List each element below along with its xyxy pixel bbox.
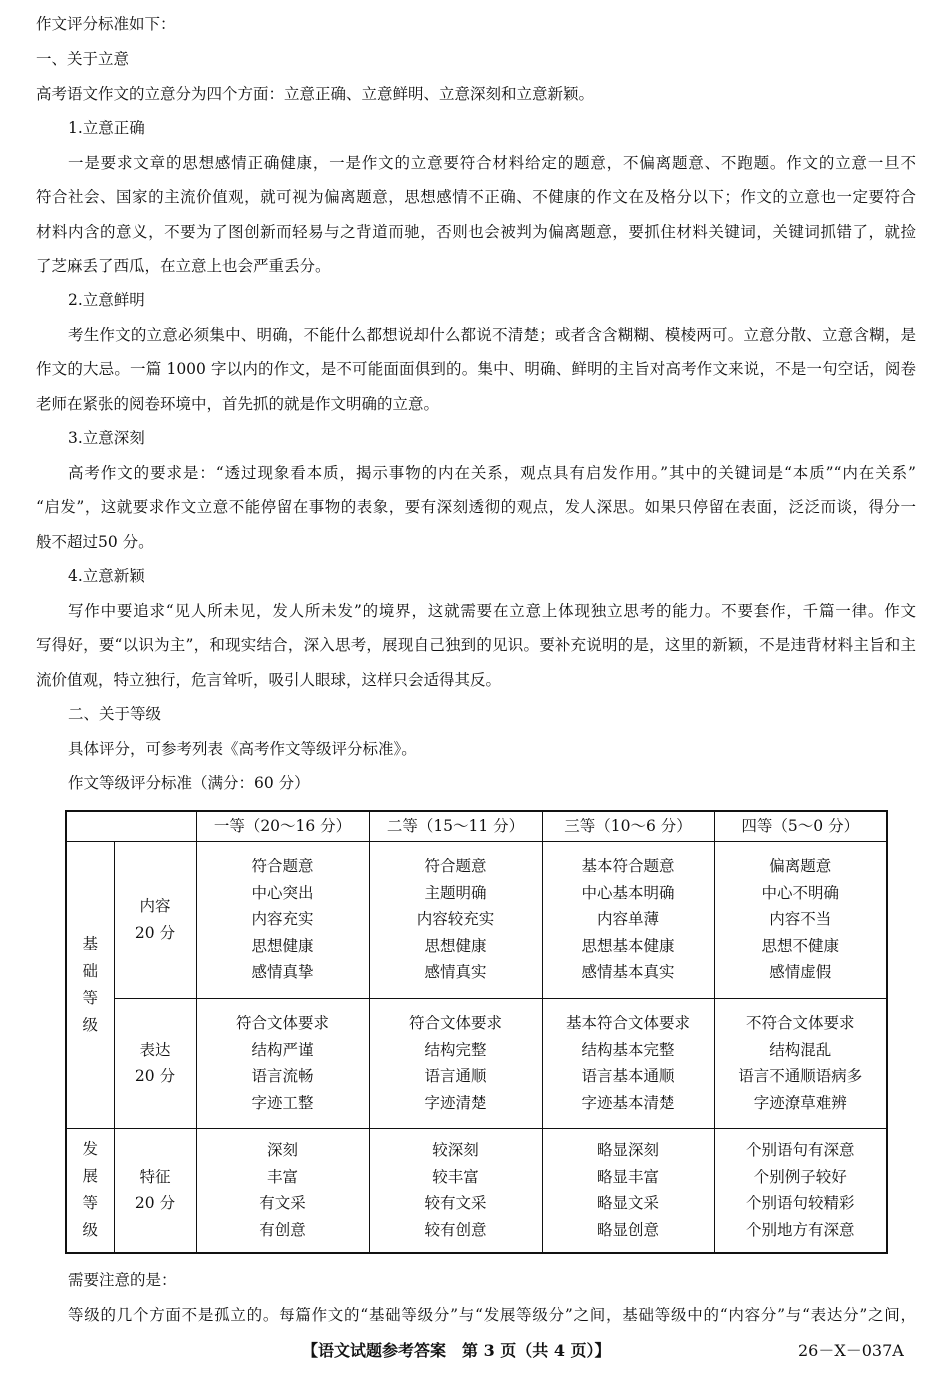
sub2-line-2: 作文的大忌。一篇 1000 字以内的作文，是不可能面面俱到的。集中、明确、鲜明的主旨对高考作文来说，不是一句空话，阅卷 <box>36 360 916 378</box>
sub4-line-3: 流价值观，特立独行，危言耸听，吸引人眼球，这样只会适得其反。 <box>36 671 502 689</box>
table-cell-line: 较有创意 <box>424 1220 487 1239</box>
table-cell-line: 个别地方有深意 <box>745 1220 855 1239</box>
content-grade-2 <box>369 841 542 998</box>
section2-intro: 具体评分，可参考列表《高考作文等级评分标准》。 <box>68 740 417 758</box>
table-cell-line: 较丰富 <box>432 1167 479 1186</box>
expression-grade-2 <box>369 998 542 1128</box>
table-cell-line: 有创意 <box>259 1220 306 1239</box>
table-cell-line: 语言流畅 <box>251 1067 314 1085</box>
section1-heading: 一、关于立意 <box>36 50 130 68</box>
table-cell-line: 个别语句有深意 <box>745 1141 855 1160</box>
table-cell-line: 个别例子较好 <box>753 1167 847 1186</box>
table-cell-line: 字迹基本清楚 <box>581 1093 675 1112</box>
sub1-line-3: 材料内含的意义，不要为了图创新而轻易与之背道而驰，否则也会被判为偏离题意，要抓住材料关键词，关键词抓错了，就捡 <box>36 223 916 241</box>
intro-line: 作文评分标准如下： <box>36 15 176 33</box>
table-cell-line: 略显深刻 <box>596 1141 659 1160</box>
feature-grade-2 <box>369 1128 542 1253</box>
table-cell-line: 思想基本健康 <box>581 936 675 955</box>
table-cell-line: 等 <box>82 1194 98 1213</box>
table-cell-line: 较深刻 <box>432 1141 479 1160</box>
table-cell-line: 感情真挚 <box>251 963 314 982</box>
table-cell-line: 感情虚假 <box>769 963 832 982</box>
table-cell-line: 符合文体要求 <box>235 1014 329 1032</box>
table-header-row <box>66 811 887 841</box>
table-cell-line: 字迹潦草难辨 <box>753 1093 847 1112</box>
table-cell-line: 级 <box>82 1221 98 1240</box>
table-cell-line: 个别语句较精彩 <box>745 1194 855 1213</box>
expression-grade-4 <box>714 998 887 1128</box>
table-cell-line: 感情基本真实 <box>581 963 675 982</box>
table-cell-line: 内容较充实 <box>416 910 495 929</box>
table-corner-cell <box>66 811 196 841</box>
table-cell-line: 特征 <box>139 1167 171 1186</box>
table-cell-line: 符合文体要求 <box>408 1014 502 1032</box>
table-cell-line: 深刻 <box>266 1141 298 1160</box>
table-cell-line: 20 分 <box>134 923 176 942</box>
footer-code: 26－X－037A <box>798 1341 904 1360</box>
basic-level-label <box>66 841 114 1128</box>
table-row-expression <box>66 998 887 1128</box>
content-grade-4 <box>714 841 887 998</box>
table-cell-line: 较有文采 <box>424 1194 487 1213</box>
table-cell-line: 内容单薄 <box>596 910 659 929</box>
development-level-label <box>66 1128 114 1253</box>
table-cell-line: 结构完整 <box>424 1040 487 1059</box>
header-grade-4: 四等（5～0 分） <box>714 811 887 841</box>
expression-grade-1 <box>196 998 369 1128</box>
table-cell-line: 略显创意 <box>596 1220 659 1239</box>
table-cell-line: 略显文采 <box>596 1194 659 1213</box>
note-line: 等级的几个方面不是孤立的。每篇作文的“基础等级分”与“发展等级分”之间，基础等级中的“内容分”与“表达分”之间， <box>68 1306 916 1324</box>
feature-grade-1 <box>196 1128 369 1253</box>
table-cell-line: 20 分 <box>134 1067 176 1085</box>
table-cell-line: 语言基本通顺 <box>581 1067 675 1085</box>
table-cell-line: 等 <box>82 988 98 1007</box>
table-cell-line: 有文采 <box>259 1194 306 1213</box>
table-row-feature <box>66 1128 887 1253</box>
sub2-line-3: 老师在紧张的阅卷环境中，首先抓的就是作文明确的立意。 <box>36 395 440 413</box>
feature-grade-3 <box>542 1128 714 1253</box>
table-cell-line: 内容充实 <box>251 910 314 929</box>
sub2-heading: 2.立意鲜明 <box>68 291 145 309</box>
table-cell-line: 偏离题意 <box>769 857 832 876</box>
table-cell-line: 不符合文体要求 <box>745 1014 855 1032</box>
sub3-line-1: 高考作文的要求是：“透过现象看本质，揭示事物的内在关系，观点具有启发作用。”其中的关键词是“本质”“内在关系” <box>68 464 916 482</box>
table-cell-line: 语言不通顺语病多 <box>738 1067 863 1085</box>
table-cell-line: 基 <box>82 934 98 953</box>
header-grade-3: 三等（10～6 分） <box>542 811 714 841</box>
table-cell-line: 字迹清楚 <box>424 1093 487 1112</box>
table-cell-line: 中心基本明确 <box>581 883 675 902</box>
sub3-line-2: “启发”，这就要求作文立意不能停留在事物的表象，要有深刻透彻的观点，发人深思。如果只停留在表面，泛泛而谈，得分一 <box>36 498 916 516</box>
table-cell-line: 主题明确 <box>424 883 487 902</box>
table-cell-line: 结构严谨 <box>251 1040 314 1059</box>
sub4-heading: 4.立意新颖 <box>68 567 145 585</box>
table-cell-line: 结构混乱 <box>769 1040 832 1059</box>
footer-title: 【语文试题参考答案 第 3 页（共 4 页）】 <box>302 1341 611 1360</box>
table-cell-line: 丰富 <box>266 1167 298 1186</box>
sub1-heading: 1.立意正确 <box>68 119 145 137</box>
sub2-line-1: 考生作文的立意必须集中、明确，不能什么都想说却什么都说不清楚；或者含含糊糊、模棱两可。立意分散、立意含糊，是 <box>68 326 916 344</box>
table-cell-line: 基本符合文体要求 <box>565 1014 690 1032</box>
table-cell-line: 级 <box>82 1015 98 1034</box>
table-cell-line: 内容不当 <box>769 910 832 929</box>
content-grade-3 <box>542 841 714 998</box>
table-cell-line: 展 <box>82 1167 98 1186</box>
section1-intro: 高考语文作文的立意分为四个方面：立意正确、立意鲜明、立意深刻和立意新颖。 <box>36 85 595 103</box>
table-cell-line: 语言通顺 <box>424 1067 487 1085</box>
sub3-line-3: 般不超过50 分。 <box>36 533 154 551</box>
sub3-heading: 3.立意深刻 <box>68 429 145 447</box>
feature-grade-4 <box>714 1128 887 1253</box>
sub1-line-4: 了芝麻丢了西瓜，在立意上也会严重丢分。 <box>36 257 331 275</box>
table-cell-line: 中心不明确 <box>761 883 839 902</box>
header-grade-1: 一等（20～16 分） <box>196 811 369 841</box>
table-cell-line: 思想健康 <box>424 936 487 955</box>
table-cell-line: 20 分 <box>134 1194 176 1213</box>
table-cell-line: 发 <box>82 1140 98 1159</box>
header-grade-2: 二等（15～11 分） <box>369 811 542 841</box>
note-heading: 需要注意的是： <box>68 1271 177 1289</box>
table-cell-line: 内容 <box>139 897 171 915</box>
sub1-line-1: 一是要求文章的思想感情正确健康，一是作文的立意要符合材料给定的题意，不偏离题意、不跑题。作文的立意一旦不 <box>68 154 916 172</box>
sub4-line-2: 写得好，要“以识为主”，和现实结合，深入思考，展现自己独到的见识。要补充说明的是，这里的新颖，不是违背材料主旨和主 <box>36 636 916 654</box>
table-cell-line: 结构基本完整 <box>581 1040 675 1059</box>
table-cell-line: 符合题意 <box>424 857 487 876</box>
expression-grade-3 <box>542 998 714 1128</box>
table-cell-line: 思想不健康 <box>761 936 839 955</box>
table-row-content <box>66 841 887 998</box>
grading-standard-table <box>65 810 888 1254</box>
table-cell-line: 字迹工整 <box>251 1093 314 1112</box>
table-cell-line: 思想健康 <box>251 936 314 955</box>
table-cell-line: 础 <box>82 961 98 980</box>
table-cell-line: 感情真实 <box>424 963 487 982</box>
table-cell-line: 符合题意 <box>251 857 314 876</box>
feature-category <box>114 1128 196 1253</box>
table-cell-line: 基本符合题意 <box>581 857 675 876</box>
sub4-line-1: 写作中要追求“见人所未见，发人所未发”的境界，这就需要在立意上体现独立思考的能力。不要套作，千篇一律。作文 <box>68 602 916 620</box>
section2-heading: 二、关于等级 <box>68 705 162 723</box>
expression-category <box>114 998 196 1128</box>
content-category <box>114 841 196 998</box>
content-grade-1 <box>196 841 369 998</box>
table-cell-line: 中心突出 <box>251 883 314 902</box>
table-caption: 作文等级评分标准（满分：60 分） <box>68 774 310 792</box>
table-cell-line: 表达 <box>139 1040 171 1059</box>
table-cell-line: 略显丰富 <box>596 1167 659 1186</box>
sub1-line-2: 符合社会、国家的主流价值观，就可视为偏离题意，思想感情不正确、不健康的作文在及格分以下；作文的立意也一定要符合 <box>36 188 916 206</box>
